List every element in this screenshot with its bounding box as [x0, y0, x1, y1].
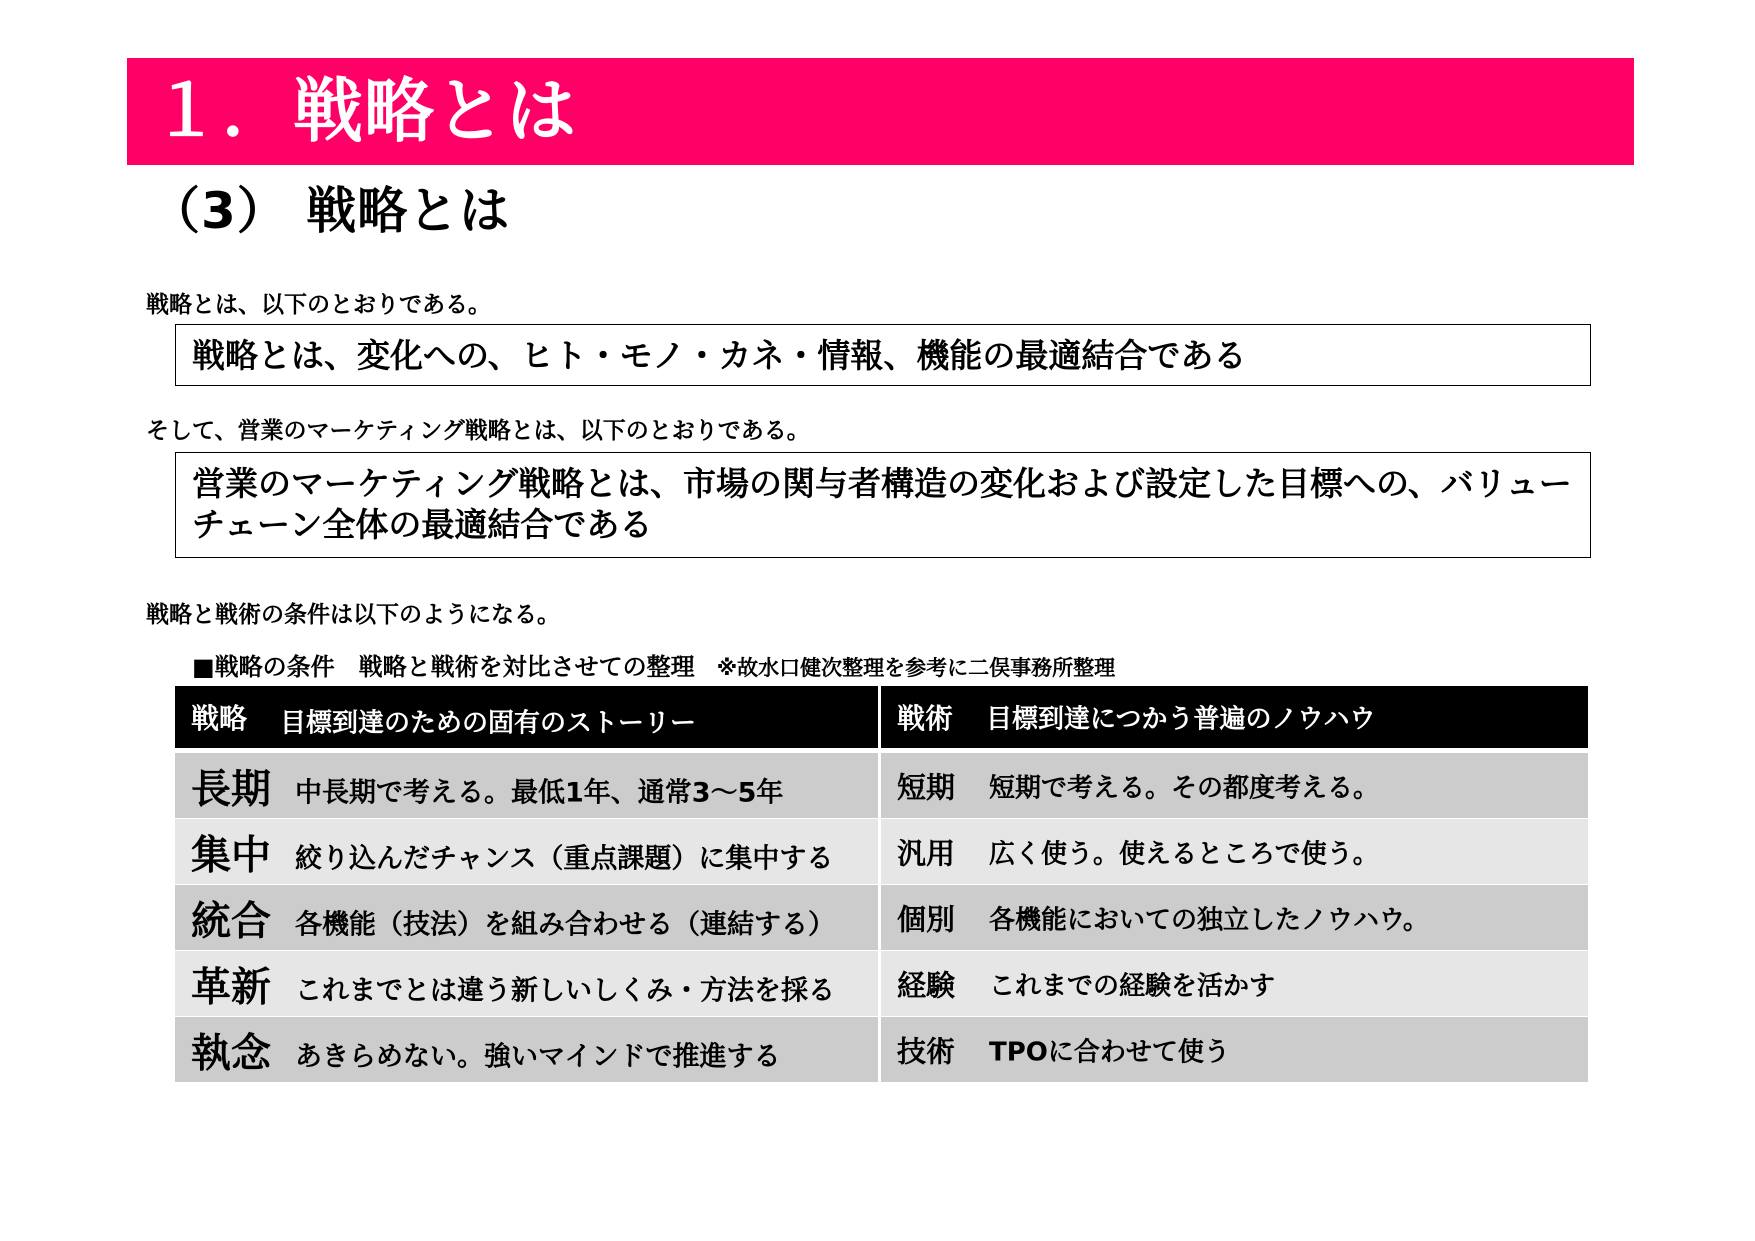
strategy-key: 革新	[191, 964, 271, 1010]
comparison-table	[175, 686, 1588, 1083]
title-banner	[127, 58, 1634, 165]
section-subtitle: （3） 戦略とは	[150, 182, 511, 240]
header-key-strategy: 戦略	[191, 702, 248, 735]
strategy-desc: 絞り込んだチャンス（重点課題）に集中する	[295, 843, 834, 874]
page-title: １．戦略とは	[151, 70, 577, 152]
definition-box-marketing	[175, 452, 1591, 558]
strategy-key: 長期	[191, 766, 271, 812]
table-row	[175, 819, 1588, 884]
intro-text-conditions: 戦略と戦術の条件は以下のようになる。	[146, 602, 560, 628]
tactics-cell	[881, 753, 1588, 818]
tactics-desc: 短期で考える。その都度考える。	[989, 773, 1380, 803]
header-key-tactics: 戦術	[897, 702, 954, 735]
strategy-cell	[175, 951, 878, 1016]
table-row	[175, 1017, 1588, 1082]
header-desc-strategy: 目標到達のための固有のストーリー	[280, 708, 697, 739]
tactics-key: 汎用	[897, 836, 956, 870]
header-cell-strategy	[175, 686, 878, 748]
tactics-desc: TPOに合わせて使う	[989, 1037, 1230, 1067]
tactics-cell	[881, 885, 1588, 950]
strategy-desc: 中長期で考える。最低1年、通常3～5年	[295, 777, 784, 808]
header-cell-tactics	[881, 686, 1588, 748]
strategy-cell	[175, 753, 878, 818]
table-header-row	[175, 686, 1588, 748]
tactics-cell	[881, 1017, 1588, 1082]
tactics-key: 技術	[897, 1034, 956, 1068]
tactics-desc: これまでの経験を活かす	[989, 971, 1276, 1001]
table-caption-title: ■戦略の条件 戦略と戦術を対比させての整理	[192, 653, 695, 681]
intro-text-strategy: 戦略とは、以下のとおりである。	[146, 292, 491, 318]
strategy-cell	[175, 1017, 878, 1082]
table-row	[175, 753, 1588, 818]
definition-text-marketing: 営業のマーケティング戦略とは、市場の関与者構造の変化および設定した目標への、バリューチェーン全体の最適結合である	[192, 464, 1572, 544]
tactics-desc: 各機能においての独立したノウハウ。	[989, 905, 1429, 935]
definition-box-strategy	[175, 324, 1591, 386]
header-desc-tactics: 目標到達につかう普遍のノウハウ	[986, 704, 1376, 735]
strategy-cell	[175, 885, 878, 950]
definition-text-strategy: 戦略とは、変化への、ヒト・モノ・カネ・情報、機能の最適結合である	[192, 336, 1247, 375]
tactics-cell	[881, 819, 1588, 884]
strategy-key: 統合	[191, 898, 271, 944]
tactics-key: 経験	[897, 968, 956, 1002]
table-row	[175, 951, 1588, 1016]
table-caption-note: ※故水口健次整理を参考に二俣事務所整理	[716, 656, 1116, 680]
strategy-key: 集中	[191, 832, 271, 878]
tactics-key: 個別	[897, 902, 956, 936]
table-caption	[192, 651, 1115, 684]
strategy-desc: あきらめない。強いマインドで推進する	[295, 1041, 781, 1072]
tactics-desc: 広く使う。使えるところで使う。	[989, 839, 1379, 869]
tactics-cell	[881, 951, 1588, 1016]
strategy-desc: 各機能（技法）を組み合わせる（連結する）	[295, 909, 835, 940]
intro-text-marketing: そして、営業のマーケティング戦略とは、以下のとおりである。	[146, 418, 810, 444]
tactics-key: 短期	[897, 770, 956, 804]
table-row	[175, 885, 1588, 950]
strategy-desc: これまでとは違う新しいしくみ・方法を採る	[295, 975, 835, 1006]
strategy-cell	[175, 819, 878, 884]
strategy-key: 執念	[191, 1030, 271, 1076]
